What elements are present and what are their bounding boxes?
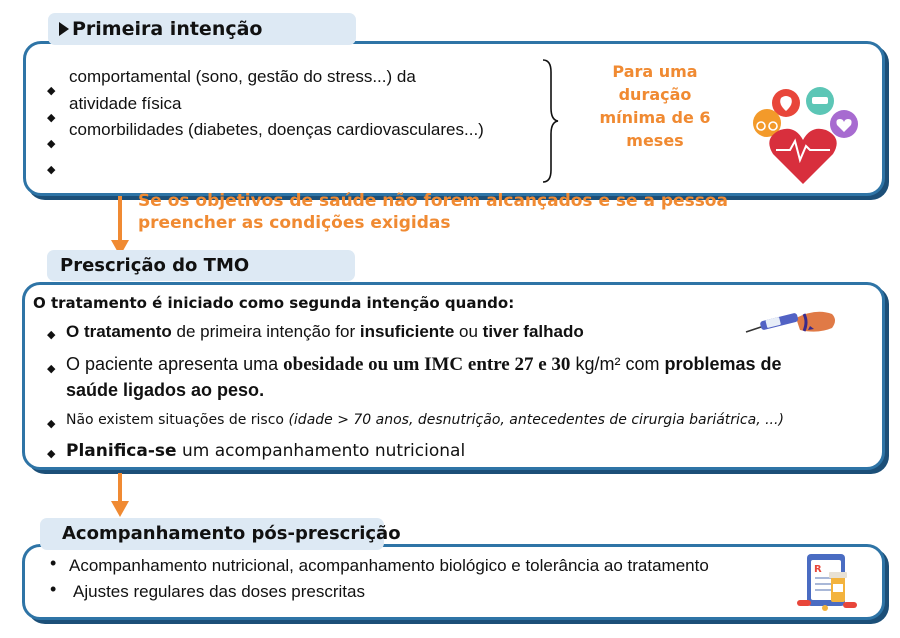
health-lifestyle-icon xyxy=(750,86,860,186)
b2-a: O paciente apresenta uma xyxy=(66,354,284,374)
bullet: ◆ xyxy=(47,418,56,430)
play-triangle-icon xyxy=(59,22,69,36)
b1-b: de primeira intenção for xyxy=(171,322,360,341)
bullet: ◆ xyxy=(47,363,56,375)
section2-bullet-2 xyxy=(66,354,782,376)
section3-item-1: Acompanhamento nutricional, acompanhamento biológico e tolerância ao tratamento xyxy=(69,556,709,575)
b2-d: problemas de xyxy=(664,354,782,374)
section2-tab xyxy=(47,250,355,281)
duration-line-4: meses xyxy=(626,131,684,150)
svg-text:R: R xyxy=(814,564,822,575)
b1-a: O tratamento xyxy=(66,322,172,341)
bullet: ◆ xyxy=(47,85,56,97)
injection-pen-icon xyxy=(744,302,840,342)
duration-line-1: Para uma xyxy=(612,62,698,81)
section1-item-1: comportamental (sono, gestão do stress...) da xyxy=(69,67,416,86)
bullet: • xyxy=(50,553,57,573)
section1-tab xyxy=(48,13,356,45)
bullet: ◆ xyxy=(47,329,56,341)
b4-a: Planifica-se xyxy=(66,441,177,461)
prescription-medicine-icon xyxy=(795,552,865,614)
b1-e: tiver falhado xyxy=(482,322,584,341)
section2-bullet-2-cont xyxy=(66,380,264,401)
b3-a: Não existem situações de risco xyxy=(66,412,289,428)
b3-b: (idade > 70 anos, desnutrição, antecedentes de cirurgia bariátrica, ...) xyxy=(288,412,784,428)
section1-title: Primeira intenção xyxy=(72,18,263,40)
section2-bullet-4 xyxy=(66,441,465,461)
b1-c: insuficiente xyxy=(359,322,455,341)
duration-line-2: duração xyxy=(618,85,692,104)
down-arrow-2 xyxy=(109,473,131,519)
section2-title: Prescrição do TMO xyxy=(60,255,250,276)
bullet: ◆ xyxy=(47,112,56,124)
section3-item-2: Ajustes regulares das doses prescritas xyxy=(73,582,365,601)
section3-tab xyxy=(40,518,401,550)
section2-bullet-1 xyxy=(66,322,584,342)
b1-d: ou xyxy=(454,322,483,341)
down-arrow-1 xyxy=(109,196,131,258)
bullet: • xyxy=(50,579,57,599)
connector-line-1: Se os objetivos de saúde não forem alcançados e se a pessoa xyxy=(138,191,728,211)
b2-c: kg/m² com xyxy=(570,354,665,374)
b2-e: saúde ligados ao peso xyxy=(66,380,260,400)
bullet: ◆ xyxy=(47,164,56,176)
bullet: ◆ xyxy=(47,138,56,150)
section3-title: Acompanhamento pós-prescrição xyxy=(62,523,401,544)
duration-line-3: mínima de 6 xyxy=(599,108,711,127)
bullet: ◆ xyxy=(47,448,56,460)
section1-item-2: atividade física xyxy=(69,94,182,113)
section2-intro: O tratamento é iniciado como segunda intenção quando: xyxy=(33,294,515,312)
section2-bullet-3 xyxy=(66,412,784,428)
section1-item-3: comorbilidades (diabetes, doenças cardiovasculares...) xyxy=(69,120,484,139)
b4-b: um acompanhamento nutricional xyxy=(176,441,466,461)
b2-b: obesidade ou um IMC entre 27 e 30 xyxy=(283,354,571,375)
connector-line-2: preencher as condições exigidas xyxy=(138,213,451,233)
b2-f: . xyxy=(259,380,265,400)
right-brace xyxy=(540,58,560,184)
